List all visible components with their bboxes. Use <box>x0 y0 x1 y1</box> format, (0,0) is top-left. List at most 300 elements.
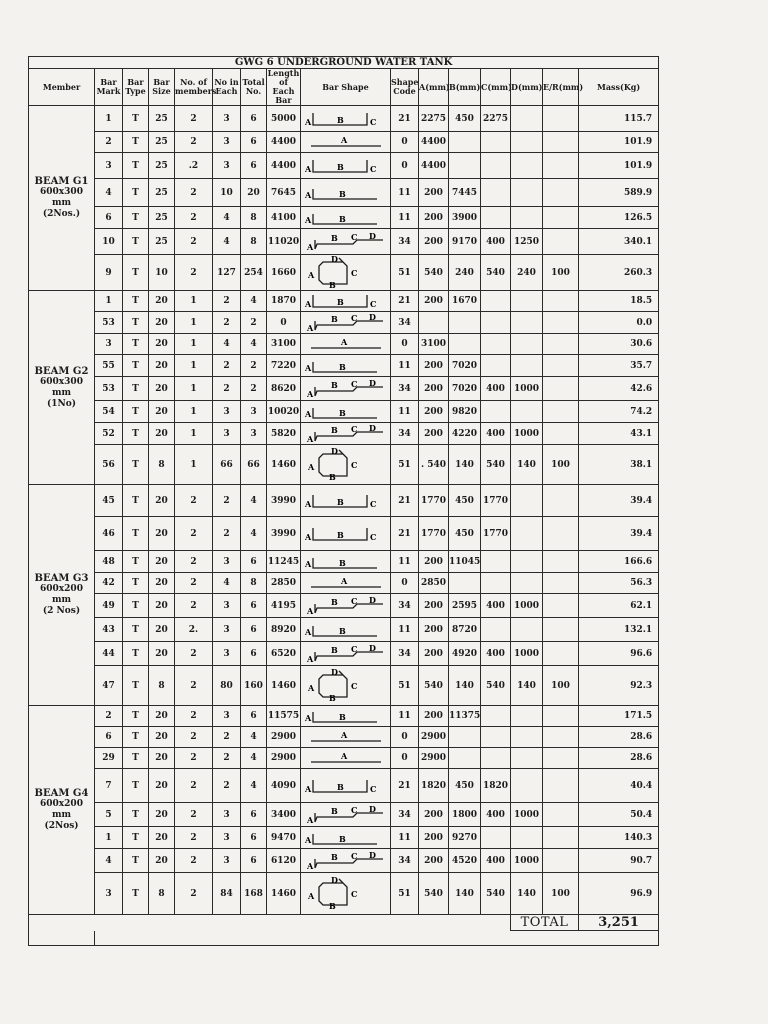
cell-mass: 96.6 <box>579 642 659 666</box>
cell-b: 450 <box>449 106 481 132</box>
shape-label: C <box>350 378 357 389</box>
cell-mark: 1 <box>95 827 123 849</box>
shape-label: B <box>330 424 338 435</box>
column-header: B(mm) <box>449 69 481 106</box>
shape-label: D <box>368 378 376 388</box>
cell-length: 1460 <box>267 445 301 485</box>
cell-e <box>543 573 579 594</box>
table-row <box>29 445 659 485</box>
cell-c: 400 <box>481 803 511 827</box>
cell-a: 200 <box>419 291 449 312</box>
cell-members: 2 <box>175 573 213 594</box>
cell-d <box>511 618 543 642</box>
cell-code: 21 <box>391 291 419 312</box>
cell-members: 2 <box>175 849 213 873</box>
cell-c: 540 <box>481 445 511 485</box>
cell-d <box>511 485 543 517</box>
cell-length: 0 <box>267 312 301 334</box>
bar-shape-icon <box>303 877 389 911</box>
bar-shape-icon <box>303 573 389 593</box>
cell-b: 4520 <box>449 849 481 873</box>
cell-mass: 18.5 <box>579 291 659 312</box>
cell-type: T <box>123 594 149 618</box>
table-row <box>29 849 659 873</box>
table-row <box>29 255 659 291</box>
shape-label: B <box>338 361 346 372</box>
bar-shape-cell <box>301 255 391 291</box>
shape-label: C <box>369 116 376 127</box>
bar-shape-cell <box>301 291 391 312</box>
cell-each: 3 <box>213 642 241 666</box>
cell-mass: 35.7 <box>579 355 659 377</box>
shape-label: D <box>368 595 376 605</box>
cell-mark: 55 <box>95 355 123 377</box>
cell-b: 2595 <box>449 594 481 618</box>
bar-shape-cell <box>301 179 391 207</box>
bar-shape-icon <box>303 208 389 228</box>
cell-size: 25 <box>149 153 175 179</box>
shape-label: A <box>307 890 314 901</box>
shape-label: A <box>304 531 311 542</box>
member-member: BEAM G4 <box>34 788 89 799</box>
cell-members: 1 <box>175 334 213 355</box>
cell-members: 2 <box>175 255 213 291</box>
cell-type: T <box>123 106 149 132</box>
cell-d <box>511 517 543 551</box>
cell-d <box>511 827 543 849</box>
cell-a: 200 <box>419 551 449 573</box>
bar-shape-cell <box>301 312 391 334</box>
cell-size: 20 <box>149 827 175 849</box>
shape-label: B <box>338 625 346 636</box>
bar-shape-icon <box>303 379 389 399</box>
table-row <box>29 827 659 849</box>
column-header: No in Each <box>213 69 241 106</box>
cell-members: 2 <box>175 551 213 573</box>
cell-c: 2275 <box>481 106 511 132</box>
cell-a: 200 <box>419 377 449 401</box>
cell-each: 4 <box>213 573 241 594</box>
cell-mark: 2 <box>95 132 123 153</box>
cell-total: 6 <box>241 642 267 666</box>
shape-label: A <box>306 605 313 616</box>
cell-e <box>543 706 579 727</box>
total-label: TOTAL <box>511 915 579 931</box>
cell-a: 2900 <box>419 727 449 748</box>
cell-d <box>511 132 543 153</box>
cell-length: 7645 <box>267 179 301 207</box>
cell-mark: 3 <box>95 873 123 915</box>
cell-mass: 39.4 <box>579 485 659 517</box>
bar-shape-icon <box>303 596 389 616</box>
bar-shape-cell <box>301 706 391 727</box>
cell-size: 20 <box>149 748 175 769</box>
shape-label: B <box>328 471 336 482</box>
cell-d <box>511 312 543 334</box>
cell-members: 1 <box>175 423 213 445</box>
cell-type: T <box>123 727 149 748</box>
cell-mark: 47 <box>95 666 123 706</box>
cell-type: T <box>123 355 149 377</box>
shape-label: D <box>330 447 338 456</box>
cell-d <box>511 334 543 355</box>
cell-type: T <box>123 334 149 355</box>
shape-label: D <box>330 255 338 264</box>
cell-members: 2 <box>175 179 213 207</box>
bar-shape-cell <box>301 517 391 551</box>
cell-mark: 46 <box>95 517 123 551</box>
cell-a: 200 <box>419 706 449 727</box>
cell-e <box>543 132 579 153</box>
cell-size: 25 <box>149 179 175 207</box>
shape-label: B <box>330 313 338 324</box>
bar-shape-icon <box>303 776 389 796</box>
shape-label: A <box>304 783 311 794</box>
table-row <box>29 291 659 312</box>
cell-mark: 5 <box>95 803 123 827</box>
cell-d <box>511 727 543 748</box>
cell-size: 20 <box>149 401 175 423</box>
cell-mark: 44 <box>95 642 123 666</box>
table-row <box>29 594 659 618</box>
bar-shape-cell <box>301 229 391 255</box>
cell-size: 20 <box>149 618 175 642</box>
column-header: Member <box>29 69 95 106</box>
cell-c <box>481 706 511 727</box>
cell-members: 1 <box>175 355 213 377</box>
cell-length: 3400 <box>267 803 301 827</box>
member-size: 600x300 mm <box>40 376 83 398</box>
cell-d: 240 <box>511 255 543 291</box>
cell-total: 6 <box>241 594 267 618</box>
cell-type: T <box>123 255 149 291</box>
cell-mass: 40.4 <box>579 769 659 803</box>
cell-b: 7020 <box>449 377 481 401</box>
cell-c: 540 <box>481 666 511 706</box>
bar-schedule-sheet <box>28 56 658 946</box>
member-member: BEAM G3 <box>34 573 89 584</box>
cell-d <box>511 355 543 377</box>
cell-e <box>543 106 579 132</box>
cell-a: 2900 <box>419 748 449 769</box>
cell-mark: 6 <box>95 727 123 748</box>
cell-e <box>543 748 579 769</box>
cell-members: 2 <box>175 517 213 551</box>
shape-label: A <box>340 576 347 586</box>
cell-each: 2 <box>213 727 241 748</box>
shape-label: A <box>340 751 347 761</box>
cell-mass: 340.1 <box>579 229 659 255</box>
cell-length: 3100 <box>267 334 301 355</box>
shape-label: B <box>330 379 338 390</box>
member-count: (2Nos.) <box>42 209 81 219</box>
cell-total: 6 <box>241 827 267 849</box>
shape-label: D <box>368 231 376 241</box>
cell-length: 1460 <box>267 873 301 915</box>
cell-total: 6 <box>241 551 267 573</box>
cell-size: 20 <box>149 727 175 748</box>
member-member: BEAM G2 <box>34 365 89 377</box>
cell-mark: 54 <box>95 401 123 423</box>
shape-label: B <box>338 407 346 418</box>
bar-shape-icon <box>303 448 389 482</box>
cell-type: T <box>123 445 149 485</box>
shape-label: B <box>328 279 336 290</box>
cell-type: T <box>123 748 149 769</box>
shape-label: D <box>368 804 376 814</box>
cell-c <box>481 618 511 642</box>
total-value: 3,251 <box>579 915 659 931</box>
bar-shape-cell <box>301 355 391 377</box>
cell-b <box>449 573 481 594</box>
bar-shape-icon <box>303 644 389 664</box>
cell-c <box>481 334 511 355</box>
cell-code: 0 <box>391 727 419 748</box>
shape-label: B <box>336 114 344 125</box>
shape-label: A <box>306 433 313 444</box>
bar-shape-cell <box>301 377 391 401</box>
shape-label: A <box>306 241 313 252</box>
cell-mass: 90.7 <box>579 849 659 873</box>
cell-length: 4195 <box>267 594 301 618</box>
cell-length: 6520 <box>267 642 301 666</box>
cell-c: 1820 <box>481 769 511 803</box>
cell-mass: 92.3 <box>579 666 659 706</box>
cell-size: 20 <box>149 769 175 803</box>
table-row <box>29 377 659 401</box>
bar-shape-icon <box>303 524 389 544</box>
bar-shape-icon <box>303 805 389 825</box>
cell-members: 1 <box>175 377 213 401</box>
shape-label: A <box>304 498 311 509</box>
cell-code: 21 <box>391 517 419 551</box>
cell-a: 2275 <box>419 106 449 132</box>
cell-b: 450 <box>449 769 481 803</box>
cell-a: 4400 <box>419 153 449 179</box>
shape-label: A <box>304 408 311 419</box>
cell-c: 1770 <box>481 485 511 517</box>
cell-type: T <box>123 401 149 423</box>
cell-b: 9820 <box>449 401 481 423</box>
cell-type: T <box>123 377 149 401</box>
cell-type: T <box>123 312 149 334</box>
table-row <box>29 485 659 517</box>
cell-e <box>543 153 579 179</box>
cell-d <box>511 106 543 132</box>
cell-mass: 96.9 <box>579 873 659 915</box>
cell-each: 3 <box>213 706 241 727</box>
cell-e <box>543 618 579 642</box>
shape-label: A <box>340 135 347 145</box>
member-size: 600x200 mm <box>40 584 83 605</box>
cell-a: 200 <box>419 618 449 642</box>
cell-mass: 115.7 <box>579 106 659 132</box>
cell-members: 2 <box>175 706 213 727</box>
cell-d <box>511 401 543 423</box>
cell-type: T <box>123 551 149 573</box>
column-header: C(mm) <box>481 69 511 106</box>
cell-code: 34 <box>391 377 419 401</box>
cell-each: 3 <box>213 153 241 179</box>
shape-label: A <box>304 362 311 373</box>
shape-label: B <box>330 851 338 862</box>
bar-shape-icon <box>303 109 389 129</box>
bar-shape-icon <box>303 669 389 703</box>
cell-a: 3100 <box>419 334 449 355</box>
bar-shape-cell <box>301 423 391 445</box>
cell-each: 2 <box>213 377 241 401</box>
shape-label: C <box>369 163 376 174</box>
cell-total: 4 <box>241 291 267 312</box>
cell-c: 400 <box>481 229 511 255</box>
cell-mark: 45 <box>95 485 123 517</box>
cell-b: 9170 <box>449 229 481 255</box>
cell-size: 8 <box>149 666 175 706</box>
cell-total: 2 <box>241 355 267 377</box>
shape-label: C <box>350 231 357 242</box>
cell-a: 540 <box>419 666 449 706</box>
shape-label: B <box>338 712 346 722</box>
cell-b: 140 <box>449 666 481 706</box>
bar-shape-cell <box>301 207 391 229</box>
table-row <box>29 179 659 207</box>
cell-e <box>543 312 579 334</box>
cell-e <box>543 207 579 229</box>
cell-d <box>511 573 543 594</box>
cell-size: 20 <box>149 334 175 355</box>
cell-length: 6120 <box>267 849 301 873</box>
shape-label: A <box>307 269 314 280</box>
cell-code: 0 <box>391 153 419 179</box>
cell-a: 2850 <box>419 573 449 594</box>
bar-shape-cell <box>301 573 391 594</box>
bar-shape-icon <box>303 748 389 768</box>
cell-a <box>419 312 449 334</box>
cell-each: 4 <box>213 207 241 229</box>
shape-label: B <box>328 900 336 911</box>
cell-d <box>511 551 543 573</box>
cell-size: 25 <box>149 207 175 229</box>
cell-e <box>543 423 579 445</box>
bar-shape-icon <box>303 727 389 747</box>
table-row <box>29 229 659 255</box>
cell-length: 1870 <box>267 291 301 312</box>
cell-type: T <box>123 618 149 642</box>
cell-members: 2 <box>175 769 213 803</box>
cell-total: 160 <box>241 666 267 706</box>
cell-c <box>481 401 511 423</box>
shape-label: C <box>350 267 357 278</box>
cell-total: 6 <box>241 106 267 132</box>
cell-mark: 49 <box>95 594 123 618</box>
cell-mass: 0.0 <box>579 312 659 334</box>
cell-code: 34 <box>391 849 419 873</box>
blank-footer-row <box>29 931 659 946</box>
shape-label: D <box>368 312 376 322</box>
cell-size: 25 <box>149 229 175 255</box>
bar-shape-cell <box>301 873 391 915</box>
cell-d <box>511 291 543 312</box>
cell-mark: 53 <box>95 312 123 334</box>
cell-length: 10020 <box>267 401 301 423</box>
cell-code: 34 <box>391 312 419 334</box>
cell-mass: 56.3 <box>579 573 659 594</box>
cell-each: 3 <box>213 401 241 423</box>
table-row <box>29 423 659 445</box>
cell-each: 3 <box>213 423 241 445</box>
cell-mass: 28.6 <box>579 748 659 769</box>
cell-length: 2900 <box>267 748 301 769</box>
cell-members: 2 <box>175 485 213 517</box>
cell-c: 540 <box>481 873 511 915</box>
table-row <box>29 312 659 334</box>
cell-total: 6 <box>241 618 267 642</box>
cell-mass: 50.4 <box>579 803 659 827</box>
cell-total: 4 <box>241 769 267 803</box>
cell-code: 34 <box>391 803 419 827</box>
cell-a: 200 <box>419 179 449 207</box>
cell-each: 3 <box>213 551 241 573</box>
cell-length: 5820 <box>267 423 301 445</box>
cell-mark: 29 <box>95 748 123 769</box>
member-size: 600x200 mm <box>40 799 83 820</box>
shape-label: B <box>336 496 344 507</box>
cell-total: 6 <box>241 153 267 179</box>
cell-type: T <box>123 769 149 803</box>
cell-members: 2 <box>175 827 213 849</box>
cell-length: 8620 <box>267 377 301 401</box>
cell-code: 11 <box>391 401 419 423</box>
cell-b <box>449 132 481 153</box>
column-header: Length of Each Bar <box>267 68 300 105</box>
cell-length: 4100 <box>267 207 301 229</box>
cell-c <box>481 827 511 849</box>
cell-e <box>543 594 579 618</box>
cell-members: 2 <box>175 229 213 255</box>
cell-b: 8720 <box>449 618 481 642</box>
cell-total: 2 <box>241 312 267 334</box>
member-member: BEAM G1 <box>34 176 89 187</box>
cell-each: 84 <box>213 873 241 915</box>
cell-d <box>511 207 543 229</box>
cell-mass: 28.6 <box>579 727 659 748</box>
bar-shape-cell <box>301 849 391 873</box>
cell-a: 1820 <box>419 769 449 803</box>
cell-members: 1 <box>175 401 213 423</box>
cell-mass: 42.6 <box>579 377 659 401</box>
cell-code: 21 <box>391 106 419 132</box>
shape-label: B <box>330 644 338 655</box>
shape-label: A <box>307 682 314 693</box>
cell-type: T <box>123 423 149 445</box>
cell-size: 10 <box>149 255 175 291</box>
shape-label: D <box>368 643 376 653</box>
column-header: Bar Shape <box>301 69 391 106</box>
cell-code: 51 <box>391 255 419 291</box>
cell-mark: 56 <box>95 445 123 485</box>
bar-shape-icon <box>303 291 389 311</box>
cell-total: 4 <box>241 485 267 517</box>
shape-label: B <box>338 833 346 844</box>
cell-each: 2 <box>213 355 241 377</box>
cell-each: 3 <box>213 132 241 153</box>
cell-each: 66 <box>213 445 241 485</box>
table-row <box>29 666 659 706</box>
cell-mass: 38.1 <box>579 445 659 485</box>
column-header: D(mm) <box>511 69 543 106</box>
table-row <box>29 207 659 229</box>
cell-each: 3 <box>213 106 241 132</box>
